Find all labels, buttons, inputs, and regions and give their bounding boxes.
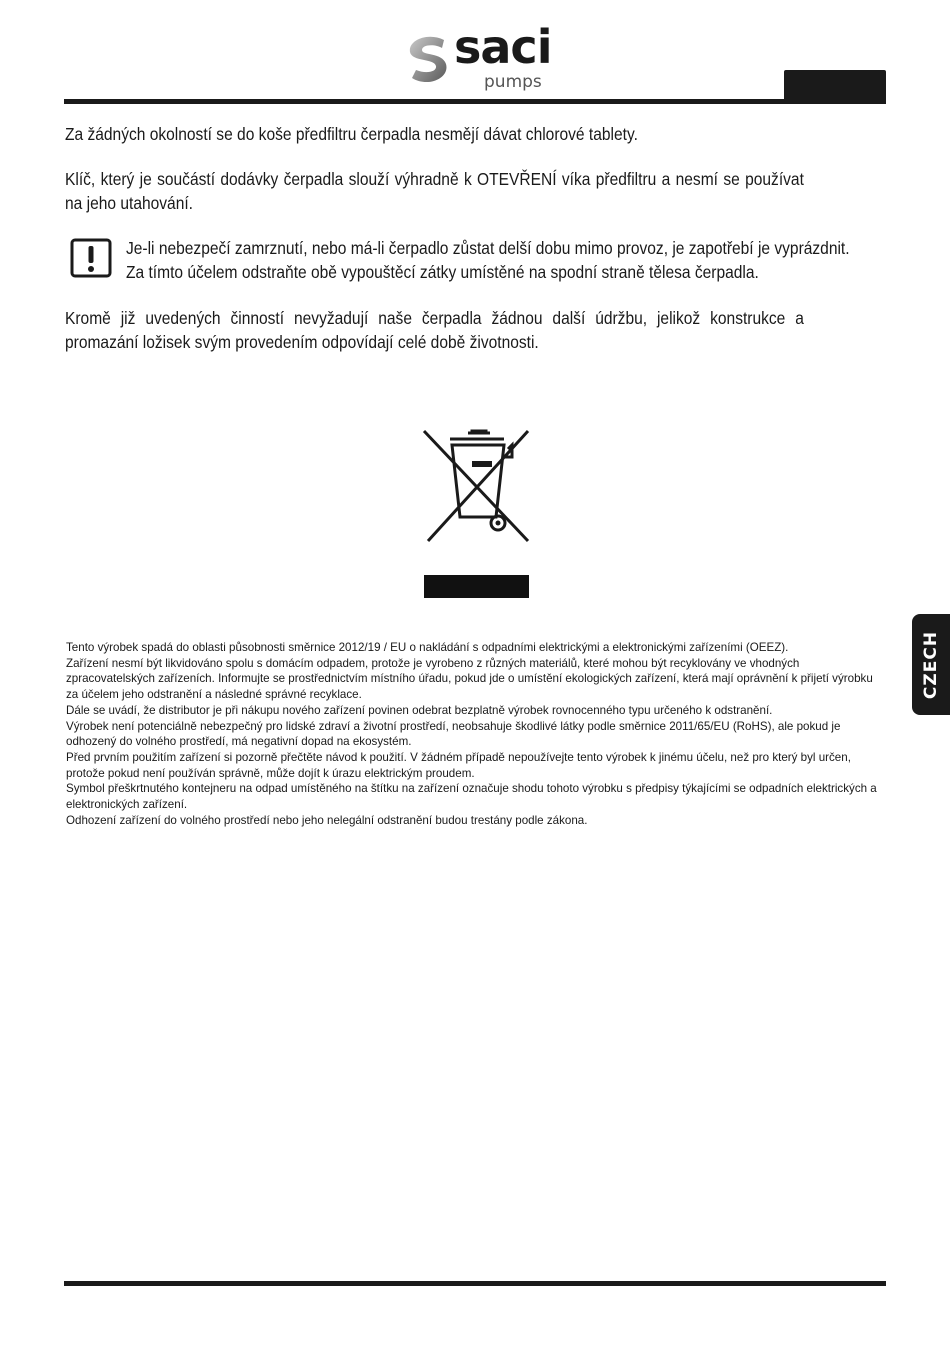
weee-notice-line: Symbol přeškrtnutého kontejneru na odpad umístěného na štítku na zařízení označuje shodu tohoto výrobku s předpisy týkajícími se odpadních elektrických a elektronických zařízení. — [66, 782, 877, 812]
weee-notice-line: Dále se uvádí, že distributor je při nákupu nového zařízení povinen odebrat bezplatně výrobek rovnocenného typu určeného k odstranění. — [66, 703, 773, 717]
warning-line-1: Je-li nebezpečí zamrznutí, nebo má-li čerpadlo zůstat delší dobu mimo provoz, je zapotřebí je vyprázdnit. — [126, 238, 850, 258]
crossed-out-wheelie-bin-icon — [422, 425, 532, 545]
brand-subtitle: pumps — [484, 72, 542, 92]
weee-black-bar — [424, 575, 529, 598]
saci-swirl-icon — [404, 34, 452, 86]
weee-notice-line: Tento výrobek spadá do oblasti působnosti směrnice 2012/19 / EU o nakládání s odpadními elektrickými a elektronickými zařízeními (OEEZ). — [66, 641, 789, 654]
paragraph-chlorine-tablets: Za žádných okolností se do koše předfiltru čerpadla nesmějí dávat chlorové tablety. — [65, 124, 638, 144]
paragraph-maintenance: Kromě již uvedených činností nevyžadují naše čerpadla žádnou další údržbu, jelikož konstrukce a promazání ložisek svým provedením odpovídají celé době životnosti. — [65, 308, 804, 352]
paragraph-key-usage: Klíč, který je součástí dodávky čerpadla slouží výhradně k OTEVŘENÍ víka předfiltru a nesmí se používat na jeho utahování. — [65, 169, 804, 213]
language-tab-label: CZECH — [921, 630, 941, 699]
language-tab-label-wrap — [912, 614, 950, 715]
saci-pumps-logo — [404, 20, 554, 96]
warning-exclamation-icon — [70, 238, 112, 278]
weee-disposal-notice — [66, 640, 886, 828]
weee-notice-line: Výrobek není potenciálně nebezpečný pro lidské zdraví a životní prostředí, neobsahuje škodlivé látky podle směrnice 2011/65/EU (RoHS), ale pokud je odhozený do volného prostředí, má negativní dopad na ekosystém. — [66, 719, 841, 749]
weee-notice-line: Před prvním použitím zařízení si pozorně přečtěte návod k použití. V žádném případě nepoužívejte tento výrobek k jinému účelu, než pro který byl určen, protože pokud není používán správně, může dojít k úrazu elektrickým proudem. — [66, 750, 851, 780]
warning-text — [126, 236, 887, 284]
weee-notice-line: Zařízení nesmí být likvidováno spolu s domácím odpadem, protože je vyrobeno z různých materiálů, které mohou být recyklovány ve vhodných zpracovatelských zařízeních. Informujte se prostřednictvím místního úřadu, pokud jde o umístění ekologických zařízení, která mají oprávnění k přijetí výrobku za účelem jeho odstranění a následné správné recyklace. — [66, 656, 873, 702]
warning-line-2: Za tímto účelem odstraňte obě vypouštěcí zátky umístěné na spodní straně tělesa čerpadla. — [126, 262, 759, 282]
footer-rule — [64, 1281, 886, 1286]
weee-notice-line: Odhození zařízení do volného prostředí nebo jeho nelegální odstranění budou trestány podle zákona. — [66, 813, 588, 827]
header-rule — [64, 99, 886, 104]
brand-name: saci — [454, 20, 552, 74]
